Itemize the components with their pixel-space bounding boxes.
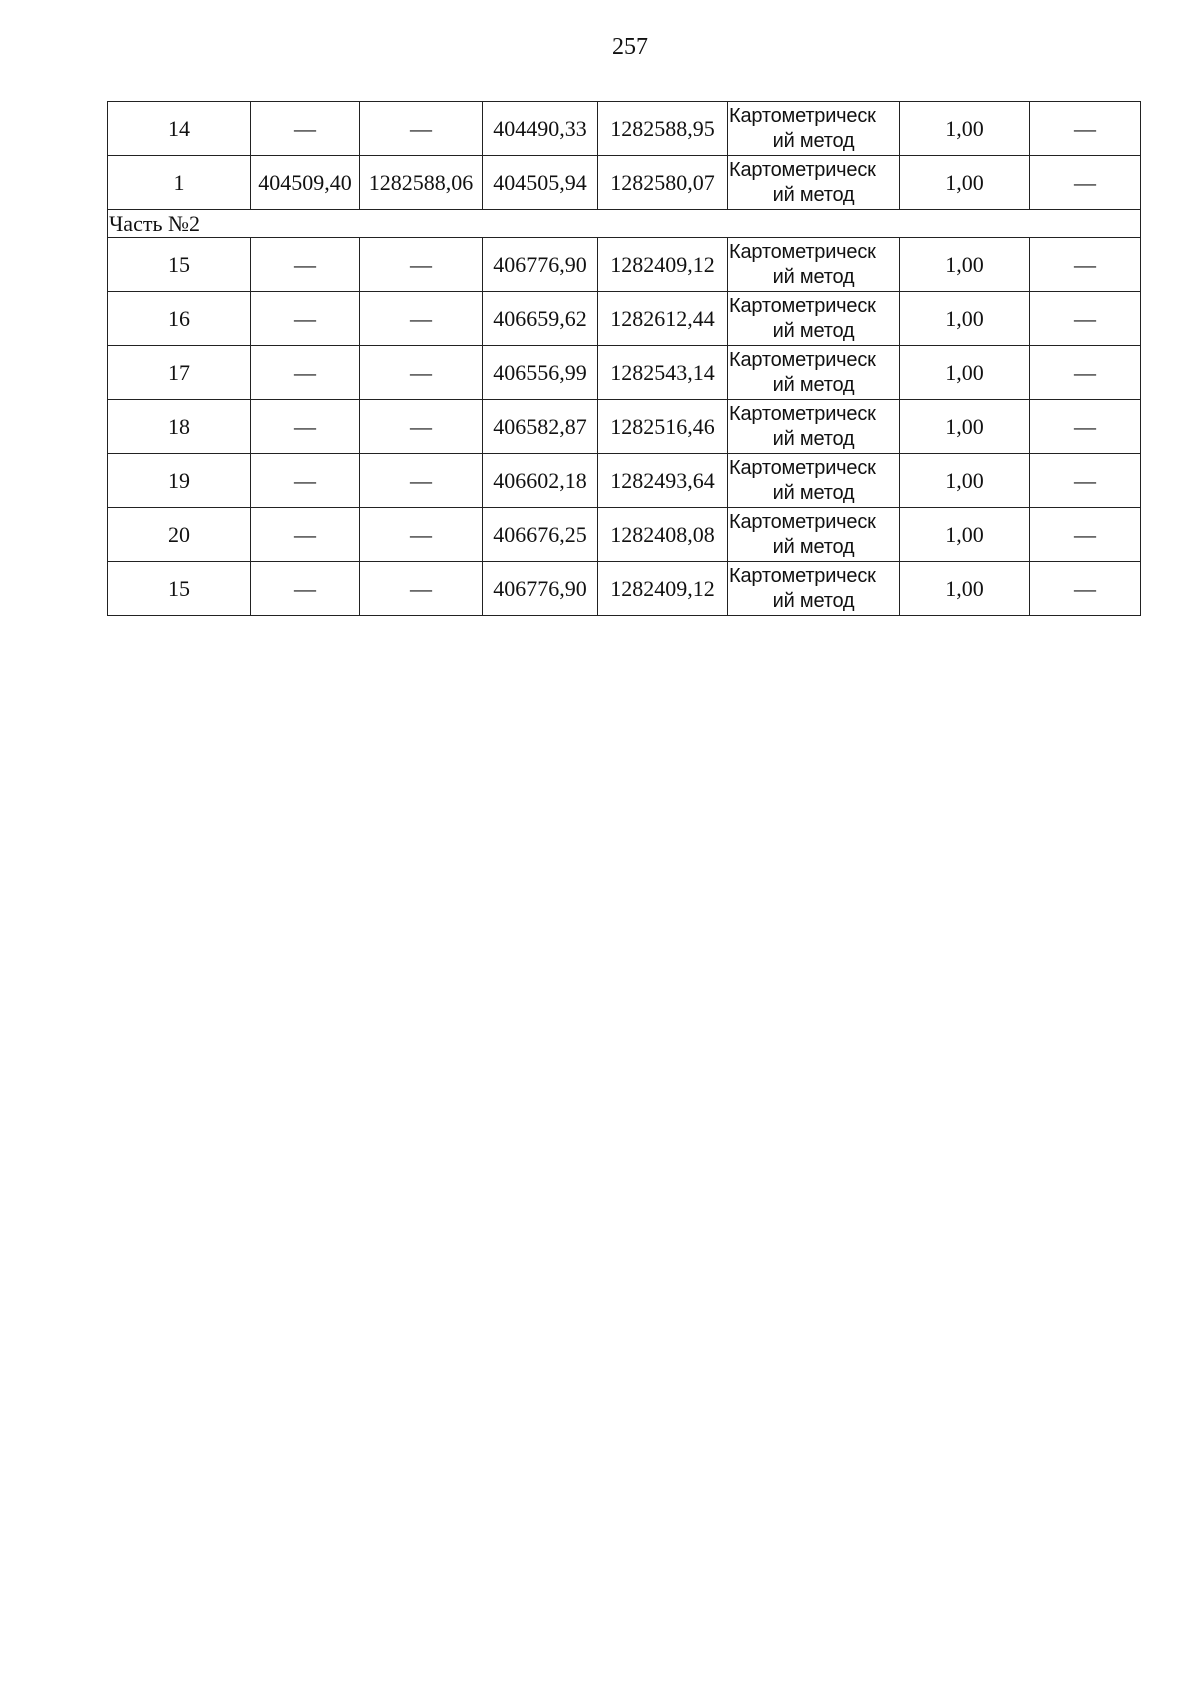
point-number-cell: 16 bbox=[108, 292, 251, 346]
y-new-cell: 1282516,46 bbox=[598, 400, 728, 454]
section-label: Часть №2 bbox=[108, 210, 1141, 238]
y-old-cell: — bbox=[360, 400, 483, 454]
page-number: 257 bbox=[612, 34, 648, 60]
y-new-cell: 1282580,07 bbox=[598, 156, 728, 210]
note-cell: — bbox=[1030, 102, 1141, 156]
accuracy-cell: 1,00 bbox=[900, 238, 1030, 292]
y-old-cell: 1282588,06 bbox=[360, 156, 483, 210]
method-line-2: ий метод bbox=[772, 265, 855, 288]
method-line-1: Картометрическ bbox=[729, 402, 876, 425]
method-line-2: ий метод bbox=[772, 427, 855, 450]
x-new-cell: 406776,90 bbox=[483, 562, 598, 616]
table-row bbox=[108, 292, 1141, 346]
x-new-cell: 406582,87 bbox=[483, 400, 598, 454]
y-new-cell: 1282588,95 bbox=[598, 102, 728, 156]
x-old-cell: — bbox=[251, 562, 360, 616]
method-line-2: ий метод bbox=[772, 481, 855, 504]
point-number-cell: 15 bbox=[108, 238, 251, 292]
point-number-cell: 18 bbox=[108, 400, 251, 454]
y-new-cell: 1282612,44 bbox=[598, 292, 728, 346]
method-cell bbox=[728, 454, 900, 508]
method-cell bbox=[728, 292, 900, 346]
accuracy-cell: 1,00 bbox=[900, 400, 1030, 454]
method-line-1: Картометрическ bbox=[729, 348, 876, 371]
point-number-cell: 20 bbox=[108, 508, 251, 562]
y-new-cell: 1282543,14 bbox=[598, 346, 728, 400]
method-line-1: Картометрическ bbox=[729, 564, 876, 587]
x-new-cell: 406556,99 bbox=[483, 346, 598, 400]
note-cell: — bbox=[1030, 454, 1141, 508]
accuracy-cell: 1,00 bbox=[900, 156, 1030, 210]
point-number-cell: 14 bbox=[108, 102, 251, 156]
point-number-cell: 15 bbox=[108, 562, 251, 616]
accuracy-cell: 1,00 bbox=[900, 346, 1030, 400]
y-old-cell: — bbox=[360, 454, 483, 508]
method-line-1: Картометрическ bbox=[729, 510, 876, 533]
table-row bbox=[108, 238, 1141, 292]
method-line-2: ий метод bbox=[772, 183, 855, 206]
note-cell: — bbox=[1030, 292, 1141, 346]
x-old-cell: — bbox=[251, 346, 360, 400]
y-old-cell: — bbox=[360, 292, 483, 346]
method-line-1: Картометрическ bbox=[729, 158, 876, 181]
note-cell: — bbox=[1030, 562, 1141, 616]
method-line-1: Картометрическ bbox=[729, 294, 876, 317]
table-row bbox=[108, 508, 1141, 562]
method-line-1: Картометрическ bbox=[729, 104, 876, 127]
y-new-cell: 1282409,12 bbox=[598, 238, 728, 292]
x-new-cell: 406776,90 bbox=[483, 238, 598, 292]
method-cell bbox=[728, 400, 900, 454]
note-cell: — bbox=[1030, 156, 1141, 210]
x-new-cell: 406659,62 bbox=[483, 292, 598, 346]
method-line-2: ий метод bbox=[772, 589, 855, 612]
point-number-cell: 17 bbox=[108, 346, 251, 400]
accuracy-cell: 1,00 bbox=[900, 508, 1030, 562]
x-new-cell: 406602,18 bbox=[483, 454, 598, 508]
y-old-cell: — bbox=[360, 238, 483, 292]
table-row bbox=[108, 156, 1141, 210]
x-old-cell: — bbox=[251, 508, 360, 562]
y-old-cell: — bbox=[360, 508, 483, 562]
note-cell: — bbox=[1030, 346, 1141, 400]
accuracy-cell: 1,00 bbox=[900, 292, 1030, 346]
x-old-cell: — bbox=[251, 292, 360, 346]
table-row bbox=[108, 102, 1141, 156]
section-row bbox=[108, 210, 1141, 238]
x-old-cell: — bbox=[251, 400, 360, 454]
x-old-cell: 404509,40 bbox=[251, 156, 360, 210]
method-cell bbox=[728, 102, 900, 156]
coordinates-table bbox=[107, 101, 1141, 616]
note-cell: — bbox=[1030, 508, 1141, 562]
x-old-cell: — bbox=[251, 238, 360, 292]
point-number-cell: 19 bbox=[108, 454, 251, 508]
method-line-2: ий метод bbox=[772, 129, 855, 152]
method-cell bbox=[728, 562, 900, 616]
accuracy-cell: 1,00 bbox=[900, 454, 1030, 508]
method-line-1: Картометрическ bbox=[729, 240, 876, 263]
table-row bbox=[108, 454, 1141, 508]
y-new-cell: 1282409,12 bbox=[598, 562, 728, 616]
method-cell bbox=[728, 238, 900, 292]
method-line-2: ий метод bbox=[772, 535, 855, 558]
x-old-cell: — bbox=[251, 102, 360, 156]
method-cell bbox=[728, 508, 900, 562]
x-old-cell: — bbox=[251, 454, 360, 508]
method-line-1: Картометрическ bbox=[729, 456, 876, 479]
y-old-cell: — bbox=[360, 346, 483, 400]
x-new-cell: 406676,25 bbox=[483, 508, 598, 562]
point-number-cell: 1 bbox=[108, 156, 251, 210]
x-new-cell: 404505,94 bbox=[483, 156, 598, 210]
y-new-cell: 1282493,64 bbox=[598, 454, 728, 508]
method-cell bbox=[728, 346, 900, 400]
table-row bbox=[108, 346, 1141, 400]
method-line-2: ий метод bbox=[772, 373, 855, 396]
method-line-2: ий метод bbox=[772, 319, 855, 342]
accuracy-cell: 1,00 bbox=[900, 562, 1030, 616]
y-new-cell: 1282408,08 bbox=[598, 508, 728, 562]
table-row bbox=[108, 562, 1141, 616]
y-old-cell: — bbox=[360, 562, 483, 616]
y-old-cell: — bbox=[360, 102, 483, 156]
table-row bbox=[108, 400, 1141, 454]
note-cell: — bbox=[1030, 238, 1141, 292]
accuracy-cell: 1,00 bbox=[900, 102, 1030, 156]
note-cell: — bbox=[1030, 400, 1141, 454]
x-new-cell: 404490,33 bbox=[483, 102, 598, 156]
method-cell bbox=[728, 156, 900, 210]
